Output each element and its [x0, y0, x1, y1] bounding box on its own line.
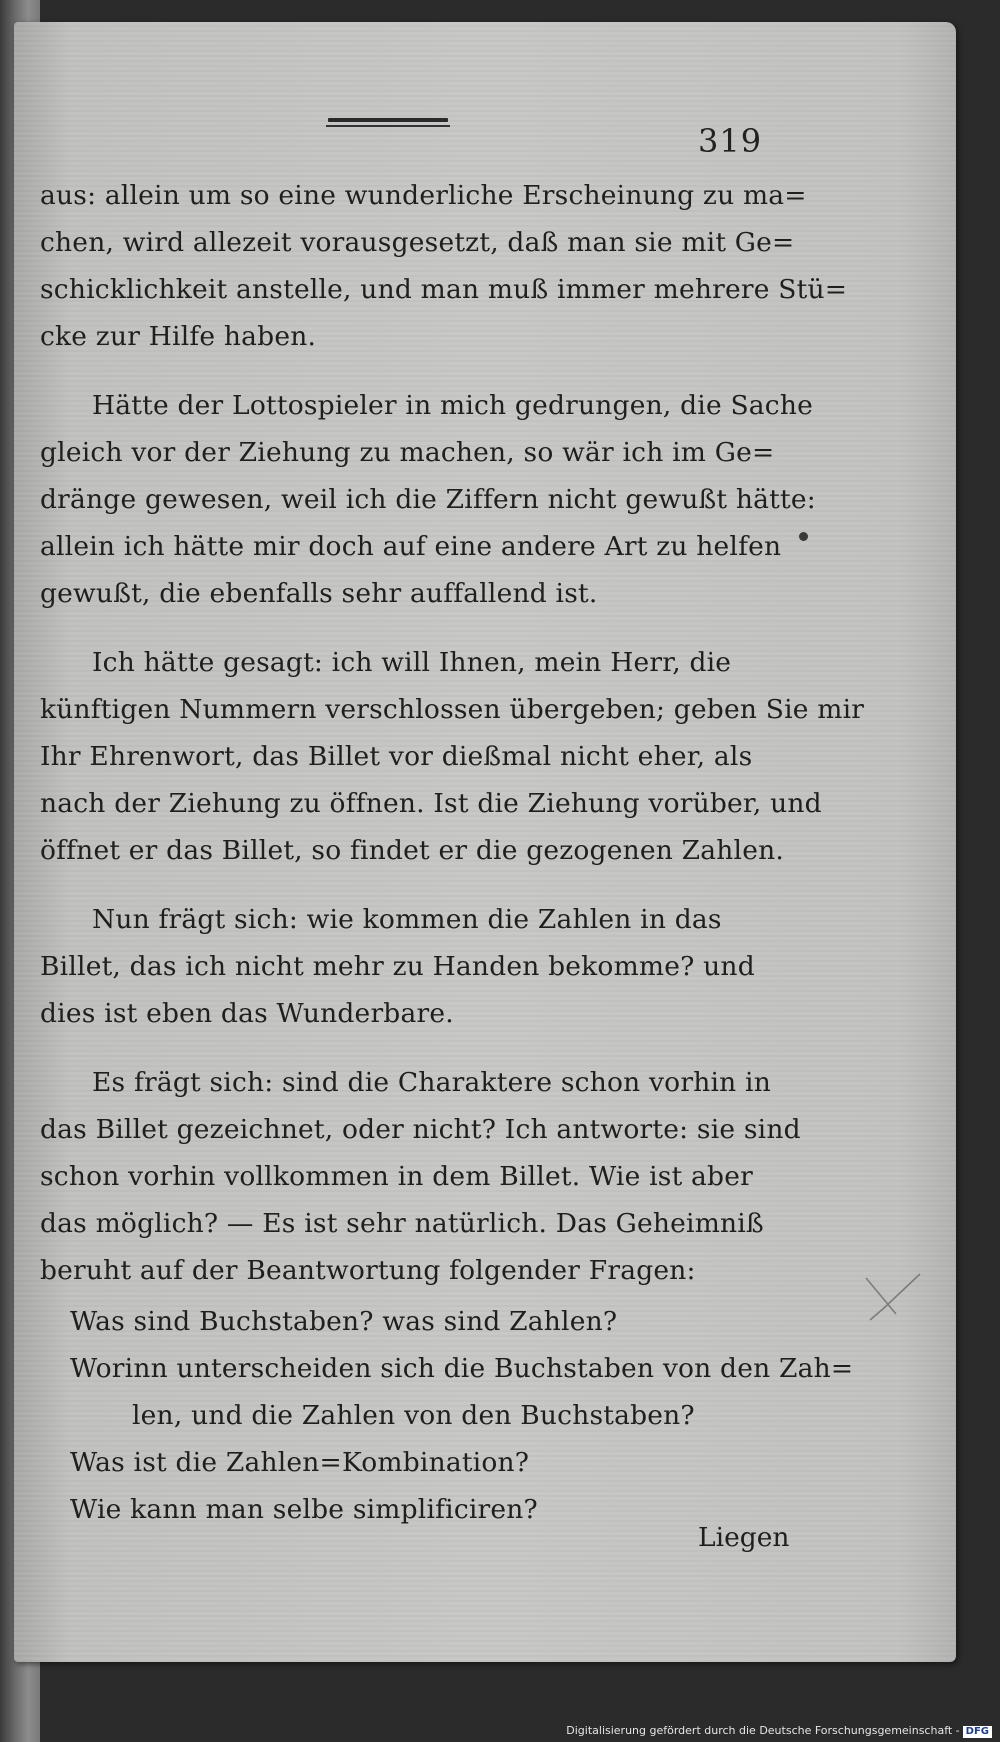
- text-line: schon vorhin vollkommen in dem Billet. Wie ist aber: [40, 1161, 753, 1192]
- text-line: gleich vor der Ziehung zu machen, so wär ich im Ge=: [40, 437, 775, 468]
- header-rule: [326, 118, 450, 127]
- question-continuation: len, und die Zahlen von den Buchstaben?: [132, 1400, 695, 1431]
- question-list: [40, 1298, 854, 1533]
- text-line: schicklichkeit anstelle, und man muß immer mehrere Stü=: [40, 274, 848, 305]
- text-line: nach der Ziehung zu öffnen. Ist die Ziehung vorüber, und: [40, 788, 822, 819]
- text-line: öffnet er das Billet, so findet er die gezogenen Zahlen.: [40, 835, 784, 866]
- digitization-credit: [566, 1724, 992, 1738]
- page-number: 319: [698, 122, 763, 160]
- paragraph-4: [40, 896, 780, 1037]
- text-line: gewußt, die ebenfalls sehr auffallend ist.: [40, 578, 598, 609]
- text-line: chen, wird allezeit vorausgesetzt, daß man sie mit Ge=: [40, 227, 795, 258]
- text-line: cke zur Hilfe haben.: [40, 321, 317, 352]
- header-rule-thin: [326, 125, 450, 127]
- text-line: Ihr Ehrenwort, das Billet vor dießmal nicht eher, als: [40, 741, 753, 772]
- dfg-logo: DFG: [963, 1726, 992, 1738]
- text-line: dränge gewesen, weil ich die Ziffern nicht gewußt hätte:: [40, 484, 816, 515]
- credit-text: Digitalisierung gefördert durch die Deutsche Forschungsgemeinschaft -: [566, 1724, 960, 1737]
- header-rule-thick: [328, 118, 448, 122]
- text-line: aus: allein um so eine wunderliche Erscheinung zu ma=: [40, 180, 807, 211]
- text-line: das möglich? — Es ist sehr natürlich. Das Geheimniß: [40, 1208, 764, 1239]
- text-line: allein ich hätte mir doch auf eine andere Art zu helfen: [40, 531, 782, 562]
- question-line: Wie kann man selbe simplificiren?: [70, 1494, 538, 1525]
- catchword: Liegen: [698, 1522, 790, 1553]
- pencil-cross-mark: [858, 1270, 928, 1330]
- question-line: Worinn unterscheiden sich die Buchstaben von den Zah=: [70, 1353, 854, 1384]
- text-line: künftigen Nummern verschlossen übergeben; geben Sie mir: [40, 694, 865, 725]
- text-line: Billet, das ich nicht mehr zu Handen bekomme? und: [40, 951, 755, 982]
- ink-spot: [799, 532, 808, 541]
- text-line: Nun frägt sich: wie kommen die Zahlen in das: [92, 904, 722, 935]
- text-line: beruht auf der Beantwortung folgender Fragen:: [40, 1255, 696, 1286]
- text-line: Ich hätte gesagt: ich will Ihnen, mein Herr, die: [92, 647, 732, 678]
- paragraph-3: [40, 639, 865, 874]
- text-line: dies ist eben das Wunderbare.: [40, 998, 454, 1029]
- question-line: Was ist die Zahlen=Kombination?: [70, 1447, 530, 1478]
- paragraph-1: [40, 172, 848, 360]
- paragraph-2: [40, 382, 816, 617]
- text-line: das Billet gezeichnet, oder nicht? Ich antworte: sie sind: [40, 1114, 801, 1145]
- question-line: Was sind Buchstaben? was sind Zahlen?: [70, 1306, 618, 1337]
- body-text: [40, 172, 865, 1533]
- paragraph-5: [40, 1059, 801, 1294]
- text-line: Es frägt sich: sind die Charaktere schon vorhin in: [92, 1067, 771, 1098]
- text-line: Hätte der Lottospieler in mich gedrungen, die Sache: [92, 390, 813, 421]
